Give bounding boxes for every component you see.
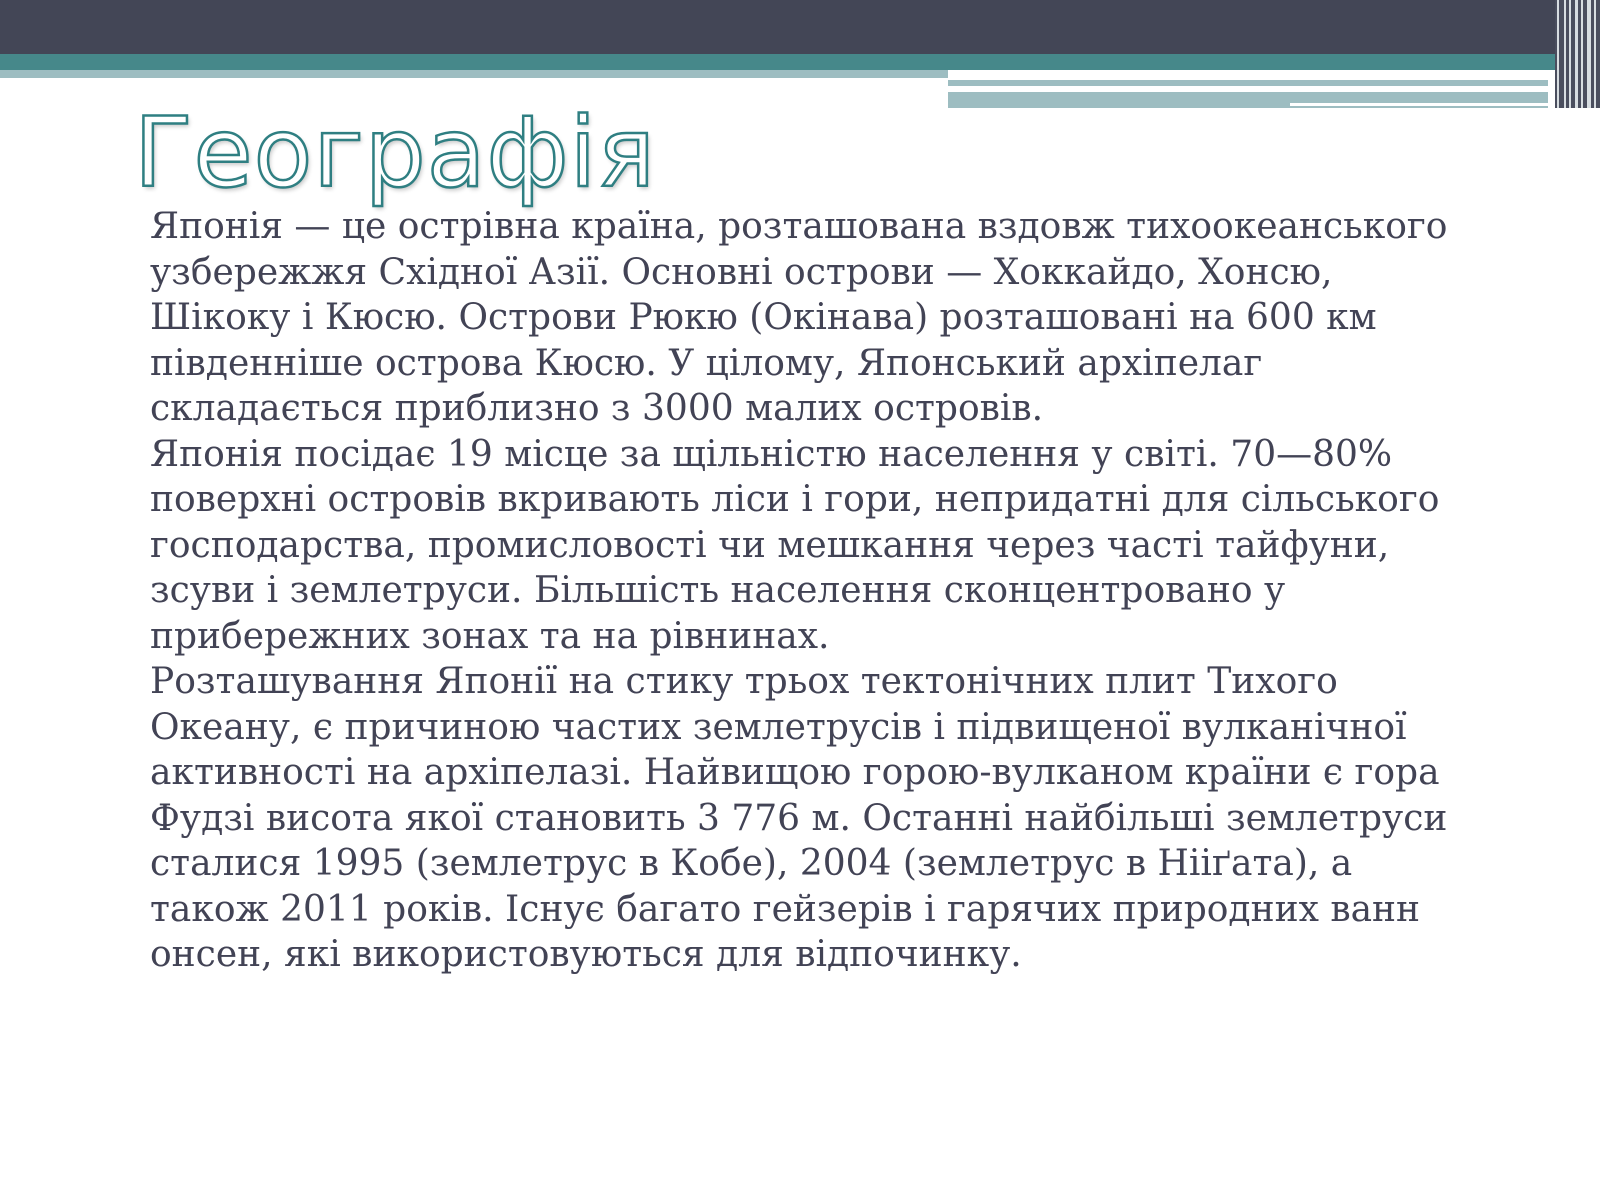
header-divider-line: [948, 87, 1483, 91]
paragraph-population: Японія посідає 19 місце за щільністю населення у світі. 70—80% поверхні островів вкривають ліси і гори, непридатні для сільського господарства, промисловості чи мешкання через часті тайфуни, зсуви і землетруси. Більшість населення сконцентровано у прибережних зонах та на рівнинах.: [150, 433, 1440, 657]
header-teal-band: [0, 54, 1600, 70]
paragraph-islands: Японія — це острівна країна, розташована вздовж тихоокеанського узбережжя Східної Азії. Основні острови — Хоккайдо, Хонсю, Шікоку і Кюсю. Острови Рюкю (Окінава) розташовані на 600 км південніше острова Кюсю. У цілому, Японський архіпелаг складається приблизно з 3000 малих островів.: [150, 206, 1448, 429]
slide-body: [150, 204, 1450, 978]
slide-title: Географія: [134, 97, 657, 209]
paragraph-tectonics: Розташування Японії на стику трьох тектонічних плит Тихого Океану, є причиною частих землетрусів і підвищеної вулканічної активності на архіпелазі. Найвищою горою-вулканом країни є гора Фудзі висота якої становить 3 776 м. Останні найбільші землетруси сталися 1995 (землетрус в Кобе), 2004 (землетрус в Нііґата), а також 2011 років. Існує багато гейзерів і гарячих природних ванн онсен, які використовуються для відпочинку.: [150, 661, 1448, 975]
header-light-strip-left: [0, 70, 948, 78]
header-divider-line-lower: [1290, 103, 1550, 106]
header-light-strip-right: [948, 80, 1548, 86]
header-dark-bar: [0, 0, 1600, 54]
header-edge-stripes: [1555, 0, 1600, 108]
